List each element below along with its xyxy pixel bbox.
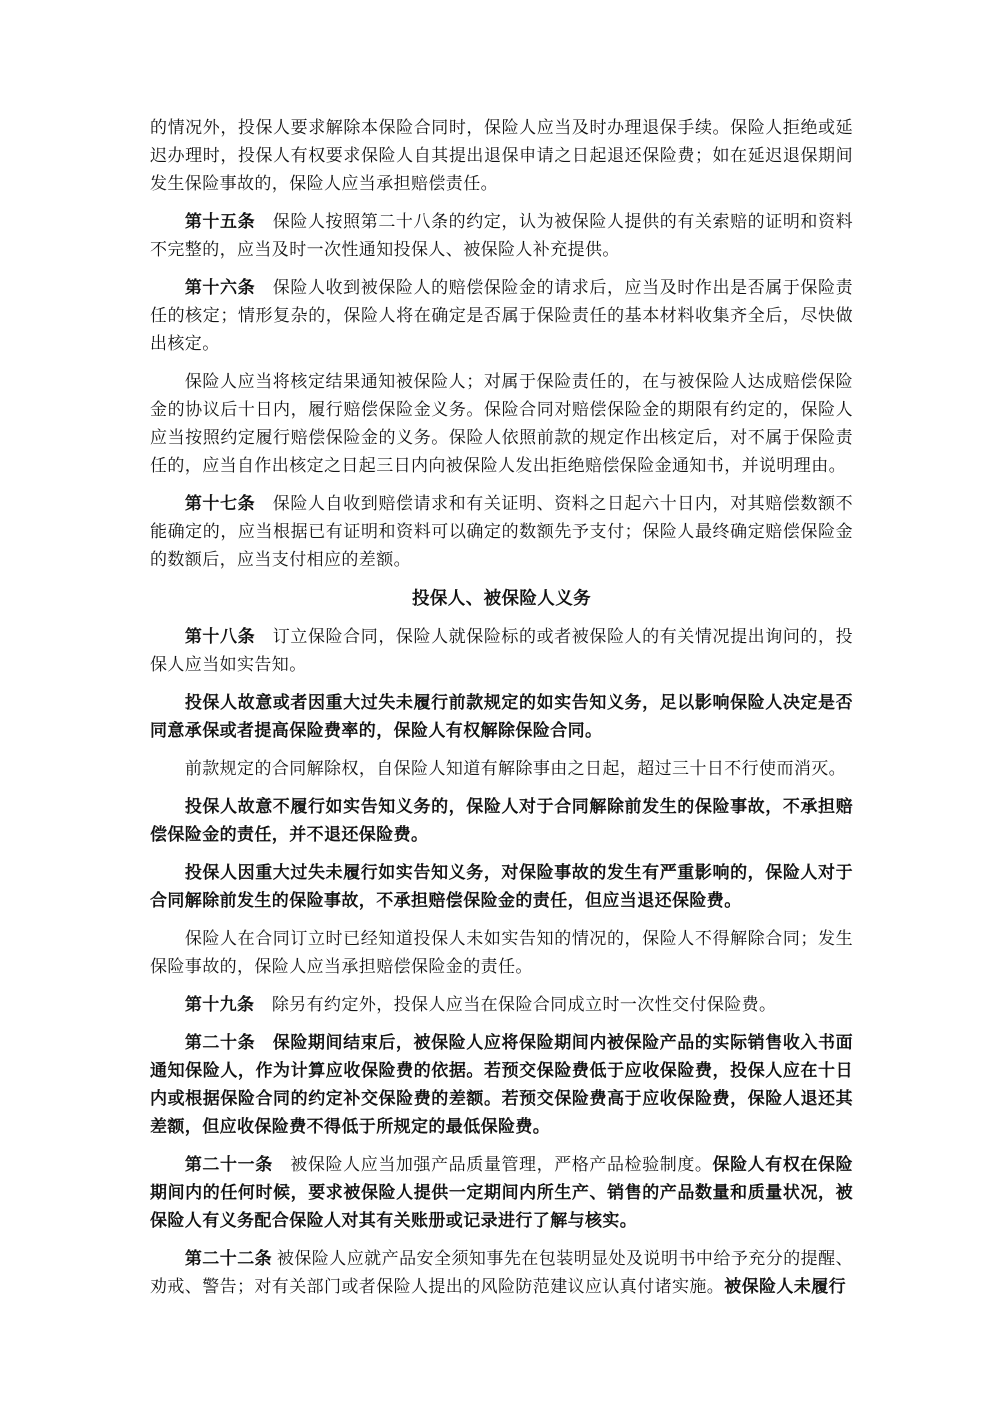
bold-text-run: 投保人因重大过失未履行如实告知义务，对保险事故的发生有严重影响的，保险人对于合同解除前发生的保险事故，不承担赔偿保险金的责任，但应当退还保险费。: [150, 863, 853, 910]
paragraph-3: [150, 274, 853, 358]
text-run: 订立保险合同，保险人就保险标的或者被保险人的有关情况提出询问的，投保人应当如实告知。: [150, 627, 853, 674]
paragraph-5: [150, 490, 853, 574]
paragraph-9: [150, 755, 853, 783]
bold-text-run: 第二十一条: [184, 1155, 273, 1174]
paragraph-2: [150, 208, 853, 264]
bold-text-run: 被保险人未履行: [724, 1277, 847, 1296]
paragraph-14: [150, 1029, 853, 1141]
bold-text-run: 投保人故意或者因重大过失未履行前款规定的如实告知义务，足以影响保险人决定是否同意承保或者提高保险费率的，保险人有权解除保险合同。: [150, 693, 853, 740]
text-run: 保险人收到被保险人的赔偿保险金的请求后，应当及时作出是否属于保险责任的核定；情形复杂的，保险人将在确定是否属于保险责任的基本材料收集齐全后，尽快做出核定。: [150, 278, 853, 353]
text-run: 前款规定的合同解除权，自保险人知道有解除事由之日起，超过三十日不行使而消灭。: [184, 759, 847, 778]
bold-text-run: 第十九条: [184, 995, 255, 1014]
paragraph-10: [150, 793, 853, 849]
text-run: 保险人在合同订立时已经知道投保人未如实告知的情况的，保险人不得解除合同；发生保险事故的，保险人应当承担赔偿保险金的责任。: [150, 929, 853, 976]
bold-text-run: 投保人、被保险人义务: [412, 588, 591, 608]
bold-text-run: 第二十条: [184, 1033, 256, 1052]
bold-text-run: 第十八条: [184, 627, 256, 646]
bold-text-run: 第十五条: [184, 212, 256, 231]
paragraph-1: [150, 114, 853, 198]
text-run: 保险人按照第二十八条的约定，认为被保险人提供的有关索赔的证明和资料不完整的，应当及时一次性通知投保人、被保险人补充提供。: [150, 212, 853, 259]
bold-text-run: 第十六条: [184, 278, 256, 297]
bold-text-run: 第十七条: [184, 494, 256, 513]
text-run: 保险人应当将核定结果通知被保险人；对属于保险责任的，在与被保险人达成赔偿保险金的协议后十日内，履行赔偿保险金义务。保险合同对赔偿保险金的期限有约定的，保险人应当按照约定履行赔偿保险金的义务。保险人依照前款的规定作出核定后，对不属于保险责任的，应当自作出核定之日起三日内向被保险人发出拒绝赔偿保险金通知书，并说明理由。: [150, 372, 853, 475]
text-run: 保险人自收到赔偿请求和有关证明、资料之日起六十日内，对其赔偿数额不能确定的，应当根据已有证明和资料可以确定的数额先予支付；保险人最终确定赔偿保险金的数额后，应当支付相应的差额。: [150, 494, 853, 569]
bold-text-run: 投保人故意不履行如实告知义务的，保险人对于合同解除前发生的保险事故，不承担赔偿保险金的责任，并不退还保险费。: [150, 797, 853, 844]
bold-text-run: 第二十二条: [184, 1249, 273, 1268]
bold-text-run: 保险人有权在保险期间内的任何时候，要求被保险人提供一定期间内所生产、销售的产品数量和质量状况，被保险人有义务配合保险人对其有关账册或记录进行了解与核实。: [150, 1155, 854, 1230]
section-heading: [150, 584, 853, 612]
paragraph-8: [150, 689, 853, 745]
bold-text-run: 保险期间结束后，被保险人应将保险期间内被保险产品的实际销售收入书面通知保险人，作为计算应收保险费的依据。若预交保险费低于应收保险费，投保人应在十日内或根据保险合同的约定补交保险费的差额。若预交保险费高于应收保险费，保险人退还其差额，但应收保险费不得低于所规定的最低保险费。: [150, 1033, 853, 1136]
paragraph-15: [150, 1151, 853, 1235]
text-run: 被保险人应就产品安全须知事先在包装明显处及说明书中给予充分的提醒、劝戒、警告；对有关部门或者保险人提出的风险防范建议应认真付诸实施。: [150, 1249, 853, 1296]
paragraph-7: [150, 623, 853, 679]
paragraph-13: [150, 991, 853, 1019]
text-run: 被保险人应当加强产品质量管理，严格产品检验制度。: [272, 1155, 713, 1174]
paragraph-16: [150, 1245, 853, 1301]
paragraph-12: [150, 925, 853, 981]
paragraph-4: [150, 368, 853, 480]
paragraph-11: [150, 859, 853, 915]
text-run: 的情况外，投保人要求解除本保险合同时，保险人应当及时办理退保手续。保险人拒绝或延迟办理时，投保人有权要求保险人自其提出退保申请之日起退还保险费；如在延迟退保期间发生保险事故的，保险人应当承担赔偿责任。: [150, 118, 853, 193]
text-run: 除另有约定外，投保人应当在保险合同成立时一次性交付保险费。: [254, 995, 777, 1014]
document-content: [150, 114, 853, 1311]
